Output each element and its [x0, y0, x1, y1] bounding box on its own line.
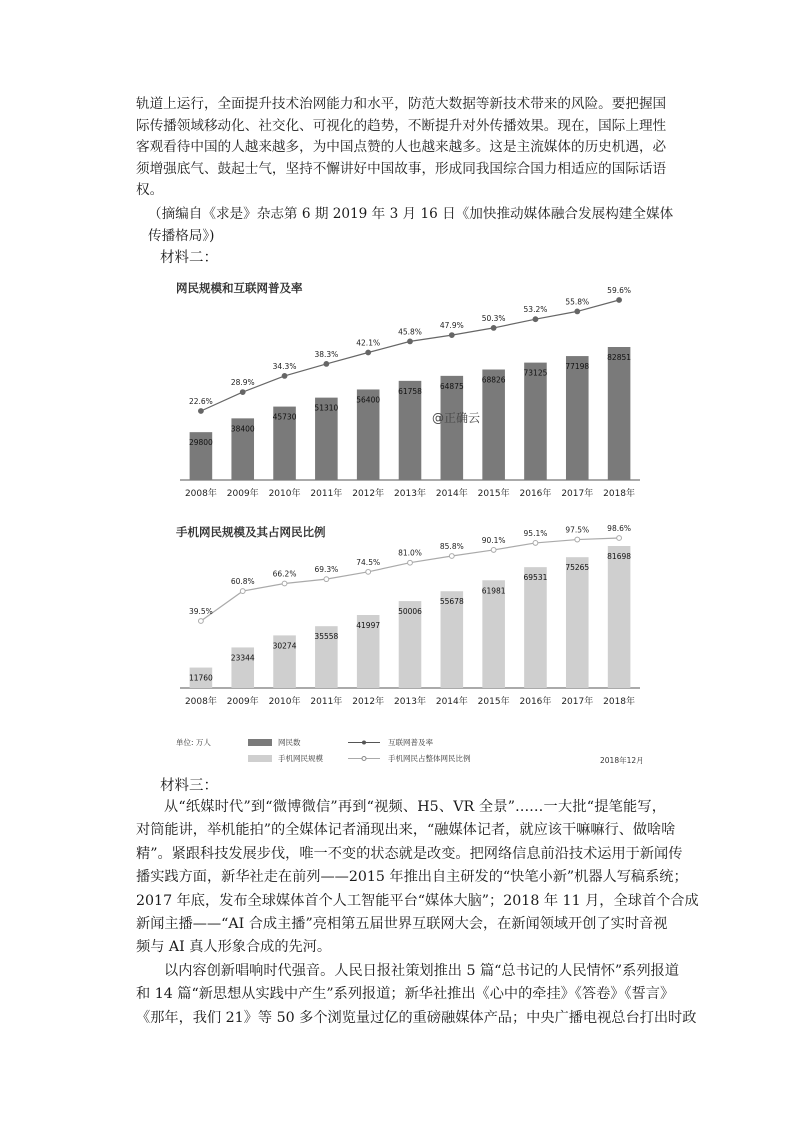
- line-point: [533, 541, 538, 546]
- x-tick-label: 2009年: [226, 489, 259, 499]
- x-tick-label: 2018年: [603, 489, 636, 499]
- bar: [441, 376, 464, 480]
- line-point: [240, 589, 245, 594]
- text-line: 际传播领域移动化、社交化、可视化的趋势，不断提升对外传播效果。现在，国际上理性: [136, 117, 667, 134]
- bar-label: 51310: [314, 403, 339, 413]
- x-tick-label: 2010年: [268, 697, 301, 707]
- text-line: 新闻主播——“AI 合成主播”亮相第五届世界互联网大会，在新闻领域开创了实时音视: [136, 916, 668, 933]
- legend-item: 手机网民占整体网民比例: [388, 754, 471, 763]
- bar-label: 69531: [523, 573, 548, 583]
- x-tick-label: 2016年: [519, 697, 552, 707]
- bar-label: 11760: [188, 673, 213, 683]
- chart1-plot: [180, 286, 640, 499]
- line-point-label: 74.5%: [356, 557, 381, 567]
- x-tick-label: 2017年: [561, 697, 594, 707]
- x-tick-label: 2008年: [184, 489, 217, 499]
- line-point: [575, 309, 580, 314]
- text-line: 从“纸媒时代”到“微博微信”再到“视频、H5、VR 全景”……一大批“提笔能写，: [164, 799, 666, 815]
- x-tick-label: 2012年: [352, 489, 385, 499]
- x-tick-label: 2013年: [394, 489, 426, 499]
- line-point-label: 69.3%: [314, 565, 339, 575]
- bar-label: 75265: [565, 563, 590, 573]
- legend-unit: 单位: 万人: [176, 738, 211, 747]
- chart1-title: 网民规模和互联网普及率: [176, 281, 303, 295]
- bar-label: 55678: [439, 597, 464, 607]
- citation: [148, 204, 674, 247]
- line-point: [366, 350, 371, 355]
- bar-label: 23344: [230, 653, 255, 663]
- legend-item: 手机网民规模: [278, 754, 323, 763]
- bar-label: 56400: [356, 395, 381, 405]
- line-point-label: 45.8%: [398, 327, 422, 337]
- text-line: 对筒能讲，举机能拍”的全媒体记者涌现出来，“融媒体记者，就应该干嘛嘛行、做啥啥: [136, 822, 676, 839]
- material1-paragraph: [136, 94, 666, 202]
- bar: [566, 557, 589, 688]
- bar-label: 61981: [481, 586, 506, 596]
- line-point: [491, 548, 496, 553]
- bar: [524, 363, 547, 480]
- line-point-label: 81.0%: [398, 548, 422, 558]
- text-line: 精”。紧跟科技发展步伐，唯一不变的状态就是改变。把网络信息前沿技术运用于新闻传: [136, 845, 683, 862]
- line-point: [491, 326, 496, 331]
- x-tick-label: 2016年: [519, 489, 552, 499]
- bar-label: 45730: [272, 412, 297, 422]
- line-point-label: 55.8%: [565, 297, 590, 307]
- material3-paragraph: [136, 796, 699, 1030]
- line-point-label: 28.9%: [230, 378, 255, 388]
- line-point-label: 53.2%: [523, 305, 548, 315]
- line-point-label: 95.1%: [523, 528, 548, 538]
- legend-swatch-dark: [248, 739, 272, 746]
- bar-label: 35558: [314, 632, 339, 642]
- line-point: [366, 569, 371, 574]
- bar: [566, 356, 589, 480]
- line-point: [575, 537, 580, 542]
- line-point: [199, 619, 204, 624]
- text-line: 轨道上运行，全面提升技术治网能力和水平，防范大数据等新技术带来的风险。要把握国: [136, 96, 667, 112]
- text-line: 以内容创新唱响时代强音。人民日报社策划推出 5 篇“总书记的人民情怀”系列报道: [164, 962, 679, 979]
- line-point: [324, 577, 329, 582]
- bar: [608, 347, 631, 480]
- x-tick-label: 2008年: [184, 697, 217, 707]
- text-line: 和 14 篇“新思想从实践中产生”系列报道；新华社推出《心中的牵挂》《答卷》《誓言》: [136, 986, 675, 1003]
- x-tick-label: 2014年: [435, 697, 468, 707]
- line-point-label: 66.2%: [272, 569, 297, 579]
- line-point: [449, 554, 454, 559]
- line-point-label: 59.6%: [607, 286, 632, 295]
- bar-label: 50006: [398, 607, 422, 617]
- bar: [482, 370, 505, 480]
- bar-label: 64875: [439, 381, 464, 391]
- chart2-plot: [180, 524, 640, 707]
- line-point-label: 42.1%: [356, 338, 381, 348]
- line-point-label: 47.9%: [439, 321, 464, 331]
- legend-item: 网民数: [278, 738, 301, 747]
- bar: [608, 546, 631, 688]
- line-point: [282, 374, 287, 379]
- legend-item: 互联网普及率: [388, 738, 433, 747]
- x-tick-label: 2013年: [394, 697, 426, 707]
- bar: [482, 580, 505, 688]
- line-point: [617, 536, 622, 541]
- line-point-label: 60.8%: [230, 577, 255, 587]
- line-point-label: 98.6%: [607, 524, 632, 533]
- bar: [524, 567, 547, 688]
- material3-heading: 材料三：: [160, 778, 218, 794]
- line-point: [324, 362, 329, 367]
- line-point: [408, 560, 413, 565]
- bar-label: 61758: [398, 386, 422, 396]
- legend-swatch-light: [248, 755, 272, 762]
- watermark: @正确云: [432, 411, 481, 425]
- line-point: [240, 390, 245, 395]
- x-tick-label: 2014年: [435, 489, 468, 499]
- line-point-label: 97.5%: [565, 525, 590, 535]
- charts-svg: [170, 270, 650, 770]
- text-line: 《那年，我们 21》等 50 多个浏览量过亿的重磅融媒体产品；中央广播电视总台打出时政: [136, 1009, 697, 1026]
- line-point-label: 39.5%: [188, 607, 213, 616]
- bar-label: 68826: [481, 375, 506, 385]
- x-tick-label: 2015年: [477, 489, 510, 499]
- line-point-label: 34.3%: [272, 361, 297, 371]
- text-line: 频与 AI 真人形象合成的先河。: [136, 939, 332, 956]
- text-line: 客观看待中国的人越来越多，为中国点赞的人也越来越多。这是主流媒体的历史机遇，必: [136, 139, 667, 155]
- legend: [176, 737, 644, 765]
- bar-label: 30274: [272, 641, 297, 651]
- line-point: [449, 333, 454, 338]
- legend-date: 2018年12月: [600, 756, 644, 765]
- text-line: 2017 年底，发布全球媒体首个人工智能平台“媒体大脑”；2018 年 11 月，全球首个合成: [136, 892, 699, 909]
- x-tick-label: 2009年: [226, 697, 259, 707]
- text-line: 权。: [136, 182, 164, 198]
- line-point: [199, 409, 204, 414]
- line-point-label: 50.3%: [481, 313, 506, 323]
- x-tick-label: 2017年: [561, 489, 594, 499]
- bar-label: 41997: [356, 621, 381, 631]
- material2-heading: 材料二：: [160, 250, 218, 266]
- x-tick-label: 2011年: [310, 697, 343, 707]
- legend-line-marker: [362, 741, 366, 745]
- line-point-label: 90.1%: [481, 535, 506, 545]
- line-point-label: 38.3%: [314, 349, 339, 359]
- line-point: [408, 339, 413, 344]
- x-tick-label: 2015年: [477, 697, 510, 707]
- bar-label: 29800: [188, 438, 213, 448]
- citation-line: 传播格局》): [148, 227, 215, 244]
- line-point-label: 85.8%: [439, 541, 464, 551]
- bar-label: 81698: [607, 552, 632, 561]
- chart-figure: [170, 270, 650, 770]
- bar-label: 77198: [565, 362, 590, 372]
- legend-line-marker: [362, 757, 366, 761]
- line-point: [282, 581, 287, 586]
- text-line: 须增强底气、鼓起士气，坚持不懈讲好中国故事，形成同我国综合国力相适应的国际话语: [136, 160, 667, 177]
- citation-line: （摘编自《求是》杂志第 6 期 2019 年 3 月 16 日《加快推动媒体融合发展构建全媒体: [148, 206, 674, 222]
- bar-label: 73125: [523, 368, 548, 378]
- bar-label: 38400: [230, 424, 255, 434]
- x-tick-label: 2018年: [603, 697, 636, 707]
- line-point: [617, 298, 622, 303]
- x-tick-label: 2012年: [352, 697, 385, 707]
- bar-label: 82851: [607, 353, 632, 362]
- line-point: [533, 317, 538, 322]
- text-line: 播实践方面，新华社走在前列——2015 年推出自主研发的“快笔小新”机器人写稿系统；: [136, 869, 688, 886]
- x-tick-label: 2011年: [310, 489, 343, 499]
- line-point-label: 22.6%: [188, 397, 213, 406]
- chart2-title: 手机网民规模及其占网民比例: [176, 525, 326, 539]
- x-tick-label: 2010年: [268, 489, 301, 499]
